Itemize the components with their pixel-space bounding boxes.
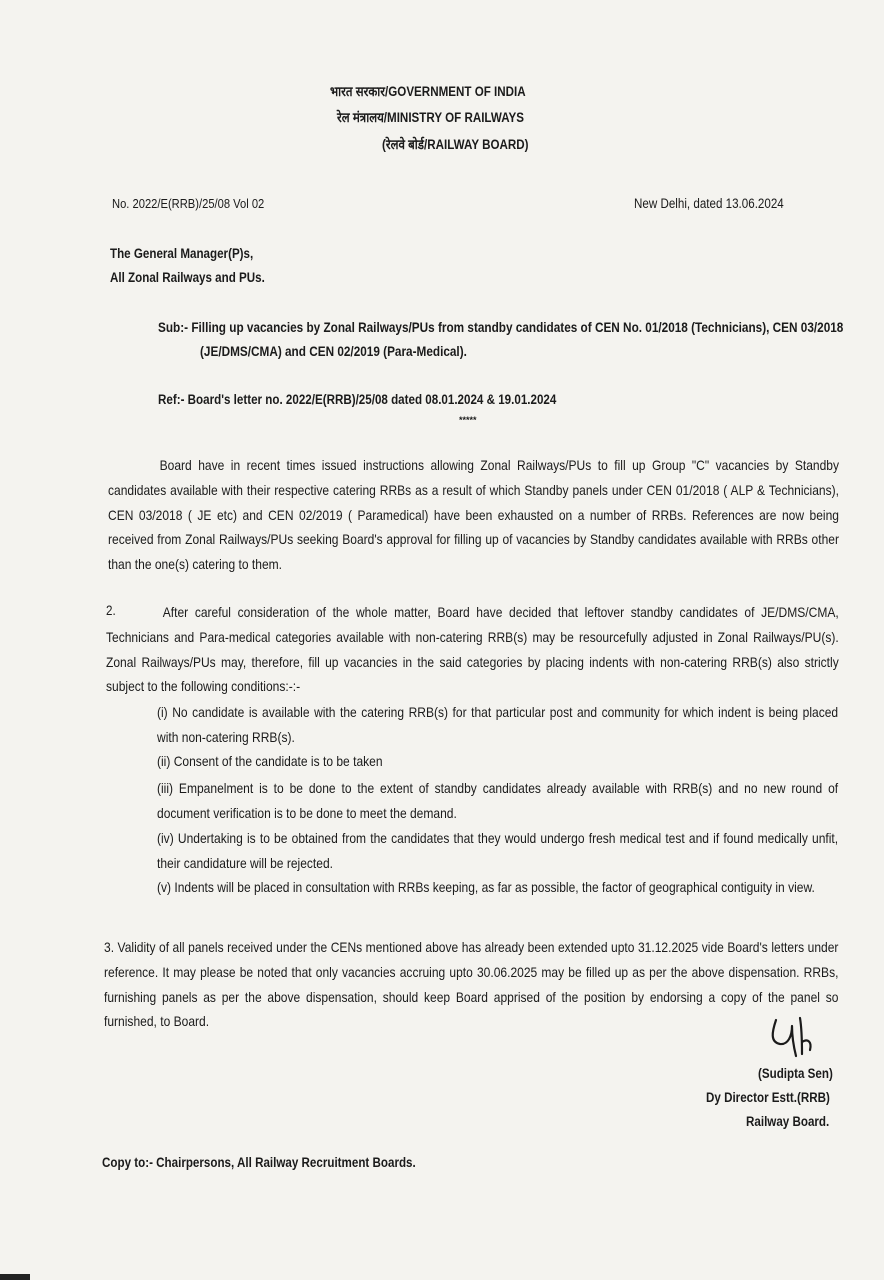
copy-to-line: Copy to:- Chairpersons, All Railway Recruitment Boards. xyxy=(102,1155,416,1170)
letter-number: No. 2022/E(RRB)/25/08 Vol 02 xyxy=(112,196,265,211)
header-board: (रेलवे बोर्ड/RAILWAY BOARD) xyxy=(382,137,529,152)
paragraph-2-number: 2. xyxy=(106,603,116,618)
letter-date: New Delhi, dated 13.06.2024 xyxy=(634,196,784,211)
signatory-designation: Dy Director Estt.(RRB) xyxy=(706,1090,830,1105)
condition-3: (iii) Empanelment is to be done to the extent of standby candidates already available with RRB(s) and no new round of document verification is to be done to meet the demand. xyxy=(157,780,839,821)
signature-mark xyxy=(762,1012,822,1062)
condition-5: (v) Indents will be placed in consultation with RRBs keeping, as far as possible, the factor of geographical contiguity in view. xyxy=(157,879,815,895)
scan-edge xyxy=(0,1274,30,1280)
paragraph-3: 3. Validity of all panels received under the CENs mentioned above has already been extended upto 31.12.2025 vide Board's letters under reference. It may please be noted that only vacancies accruing upto 30.06.2025 may be filled up as per the above dispensation. RRBs, furnishing panels as per the above dispensation, should keep Board apprised of the position by endorsing a copy of the panel so furnished, to Board. xyxy=(104,939,839,1030)
condition-4: (iv) Undertaking is to be obtained from the candidates that they would undergo fresh medical test and if found medically unfit, their candidature will be rejected. xyxy=(157,830,839,871)
signatory-office: Railway Board. xyxy=(746,1114,830,1129)
header-ministry: रेल मंत्रालय/MINISTRY OF RAILWAYS xyxy=(337,110,525,125)
separator-stars: ***** xyxy=(459,415,477,425)
paragraph-1: Board have in recent times issued instructions allowing Zonal Railways/PUs to fill up Group "C" vacancies by Standby candidates available with their respective catering RRBs as a result of which Standby panels under CEN 01/2018 ( ALP & Technicians), CEN 03/2018 ( JE etc) and CEN 02/2019 ( Paramedical) have been exhausted on a number of RRBs. References are now being received from Zonal Railways/PUs seeking Board's approval for filling up of vacancies by Standby candidates available with RRBs other than the one(s) catering to them. xyxy=(108,457,840,573)
signatory-name: (Sudipta Sen) xyxy=(758,1066,833,1081)
addressee-line-1: The General Manager(P)s, xyxy=(110,246,254,261)
reference-line: Ref:- Board's letter no. 2022/E(RRB)/25/08 dated 08.01.2024 & 19.01.2024 xyxy=(158,392,557,407)
paragraph-2: After careful consideration of the whole matter, Board have decided that leftover standby candidates of JE/DMS/CMA, Technicians and Para-medical categories available with non-catering RRB(s) may be resourcefully adjusted in Zonal Railways/PU(s). Zonal Railways/PUs may, therefore, fill up vacancies in the said categories by placing indents with non-catering RRB(s) also strictly subject to the following conditions:-:- xyxy=(106,604,839,695)
subject-line-2: (JE/DMS/CMA) and CEN 02/2019 (Para-Medical). xyxy=(200,344,467,359)
header-government: भारत सरकार/GOVERNMENT OF INDIA xyxy=(330,84,526,99)
condition-1: (i) No candidate is available with the catering RRB(s) for that particular post and community for which indent is being placed with non-catering RRB(s). xyxy=(157,704,839,745)
addressee-line-2: All Zonal Railways and PUs. xyxy=(110,270,265,285)
subject-line-1: Sub:- Filling up vacancies by Zonal Railways/PUs from standby candidates of CEN No. 01/2018 (Technicians), CEN 03/2018 xyxy=(158,320,844,335)
condition-2: (ii) Consent of the candidate is to be taken xyxy=(157,753,383,769)
